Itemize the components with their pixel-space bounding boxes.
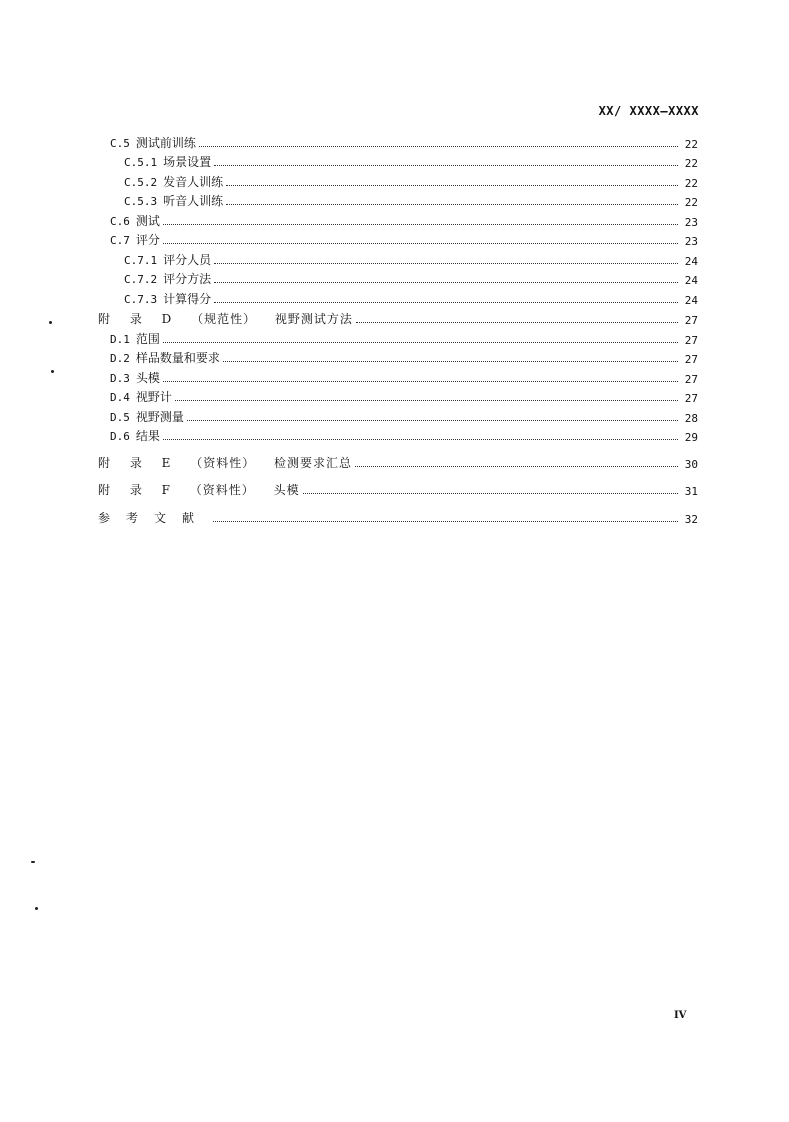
toc-entry-page: 28 [684,411,698,425]
dot-leader [163,342,678,343]
toc-entry-label [110,408,184,425]
document-code: XX/ XXXX—XXXX [598,104,699,118]
toc-entry-label [110,330,160,347]
dot-leader [226,204,678,205]
dot-leader [223,361,678,362]
toc-entry-title: 视野计 [135,390,172,404]
toc-entry-d1[interactable] [98,327,698,347]
toc-entry-label [110,427,160,444]
toc-entry-c7-3[interactable] [98,287,698,307]
toc-entry-label [110,369,160,386]
dot-leader [355,466,678,467]
dot-leader [214,282,678,283]
toc-entry-title: 评分人员 [163,252,212,267]
toc-entry-number: D.2 [110,352,130,365]
toc-entry-d4[interactable] [98,386,698,406]
toc-entry-c5-3[interactable] [98,190,698,210]
toc-entry-number: C.5 [110,136,130,150]
dot-leader [163,224,678,225]
toc-entry-number: D.6 [110,430,130,443]
table-of-contents [98,131,698,526]
dot-leader [214,263,678,264]
dot-leader [214,165,678,166]
toc-entry-label [124,153,211,170]
toc-entry-label [124,251,211,268]
toc-entry-number: C.7.3 [124,292,158,306]
toc-entry-number: C.7.2 [124,273,158,286]
toc-entry-page: 27 [684,392,698,405]
toc-entry-title: 测试前训练 [135,135,196,150]
toc-entry-page: 23 [684,235,698,248]
toc-entry-label [110,134,196,151]
toc-entry-c7-1[interactable] [98,248,698,268]
toc-entry-title: 附 录 F （资料性） 头模 [98,483,300,497]
toc-entry-c6[interactable] [98,209,698,229]
toc-entry-page: 24 [684,274,698,287]
toc-entry-references[interactable] [98,505,698,526]
toc-entry-page: 24 [684,293,698,307]
toc-entry-label [110,349,220,366]
toc-entry-c7-2[interactable] [98,268,698,288]
toc-entry-title: 听音人训练 [163,194,224,208]
toc-entry-label [110,388,172,405]
dot-leader [199,146,678,147]
toc-entry-title: 评分 [135,233,160,247]
page-number: IV [674,1010,687,1021]
toc-entry-page: 32 [684,512,698,526]
toc-entry-title: 测试 [135,213,160,228]
toc-entry-label [124,192,223,209]
toc-entry-page: 22 [684,196,698,209]
toc-entry-d6[interactable] [98,425,698,445]
toc-entry-number: D.4 [110,391,130,404]
toc-entry-title: 范围 [135,331,160,346]
toc-entry-page: 27 [684,333,698,347]
toc-entry-number: D.5 [110,410,130,424]
toc-entry-title: 视野测量 [135,409,184,424]
toc-entry-label [124,290,211,307]
toc-entry-title: 参考文献 [98,510,211,525]
toc-entry-number: D.3 [110,371,130,385]
toc-entry-number: C.5.1 [124,156,158,169]
toc-entry-title: 头模 [135,370,160,385]
toc-entry-c5-1[interactable] [98,151,698,171]
dot-leader [356,322,678,323]
toc-entry-number: D.1 [110,332,130,346]
toc-entry-number: C.5.2 [124,175,158,189]
toc-entry-number: C.6 [110,214,130,228]
toc-entry-label [110,212,160,229]
toc-entry-title: 计算得分 [163,291,212,306]
dot-leader [163,439,678,440]
toc-entry-title: 附 录 D （规范性） 视野测试方法 [98,312,353,326]
toc-entry-title: 评分方法 [163,272,212,286]
toc-entry-appendix-f[interactable] [98,478,698,499]
toc-entry-c7[interactable] [98,229,698,249]
toc-entry-page: 30 [684,457,698,471]
toc-entry-c5[interactable] [98,131,698,151]
toc-entry-d2[interactable] [98,347,698,367]
toc-entry-d3[interactable] [98,366,698,386]
toc-entry-page: 27 [684,314,698,327]
dot-leader [303,493,678,494]
dot-leader [214,302,678,303]
scan-speck [49,321,52,324]
dot-leader [213,521,678,522]
toc-entry-page: 31 [684,485,698,498]
scan-speck [51,370,54,373]
dot-leader [175,400,678,401]
dot-leader [187,420,678,421]
toc-entry-d5[interactable] [98,405,698,425]
toc-entry-page: 24 [684,254,698,268]
dot-leader [163,243,678,244]
toc-entry-title: 附 录 E （资料性） 检测要求汇总 [98,455,353,470]
toc-entry-page: 23 [684,215,698,229]
dot-leader [226,185,678,186]
toc-entry-page: 22 [684,176,698,190]
toc-entry-title: 场景设置 [163,155,212,169]
scan-speck [35,907,38,910]
toc-entry-title: 结果 [135,429,160,443]
toc-entry-number: C.7 [110,234,130,247]
toc-entry-title: 发音人训练 [163,174,224,189]
toc-entry-page: 22 [684,137,698,151]
toc-entry-label [124,173,223,190]
toc-entry-page: 27 [684,372,698,386]
toc-entry-page: 29 [684,431,698,444]
toc-entry-number: C.7.1 [124,253,158,267]
toc-entry-label [110,231,160,248]
toc-entry-page: 22 [684,157,698,170]
toc-entry-label [124,270,211,287]
toc-entry-c5-2[interactable] [98,170,698,190]
toc-entry-page: 27 [684,353,698,366]
toc-entry-title: 样品数量和要求 [135,351,220,365]
dot-leader [163,381,678,382]
toc-entry-appendix-e[interactable] [98,450,698,471]
toc-entry-number: C.5.3 [124,195,158,208]
scan-speck [31,861,35,863]
toc-entry-appendix-d[interactable] [98,307,698,328]
